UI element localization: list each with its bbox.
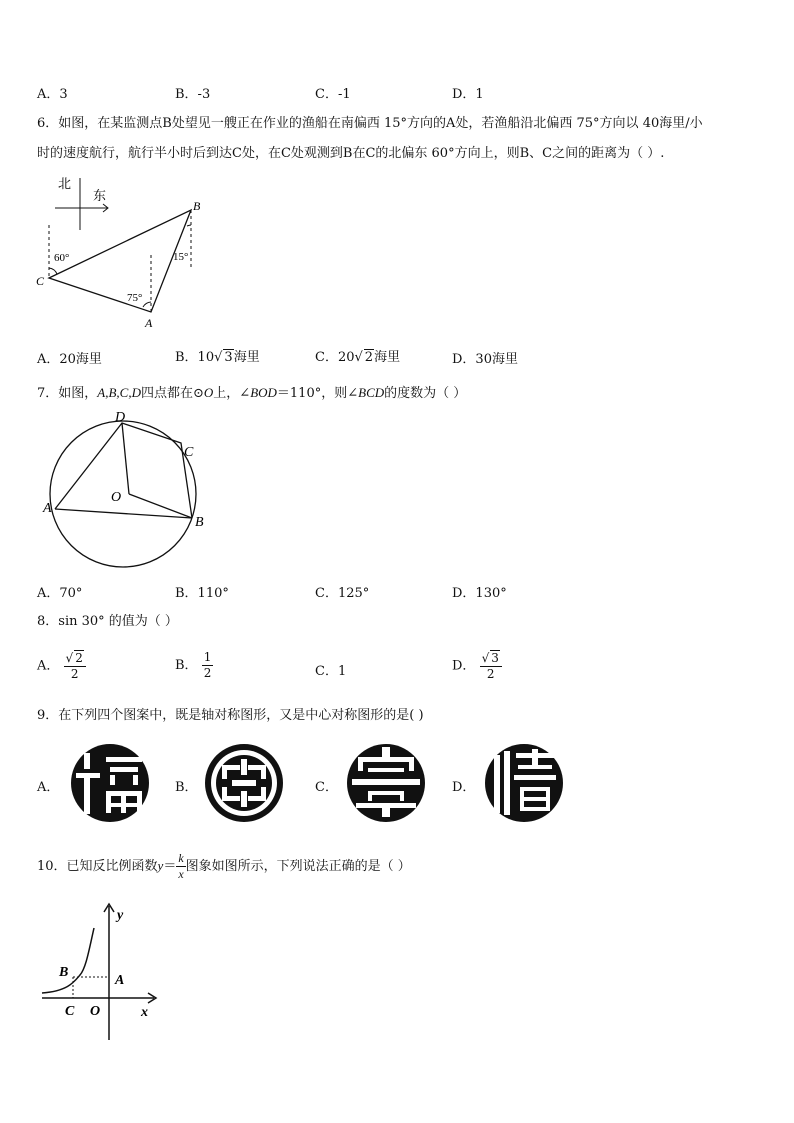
center-o-label: O — [111, 490, 122, 505]
q7-option-b: B．110° — [175, 586, 229, 601]
q9-option-b-label: B． — [175, 780, 198, 795]
q8-option-c: C．1 — [315, 664, 347, 679]
q6-option-d: D．30海里 — [452, 352, 518, 367]
q9-option-a-label: A． — [37, 780, 60, 795]
q10-text: 10．已知反比例函数y＝ $\frac{k}{x}$ 图象如图所示，下列说法正确的是（ ） — [37, 851, 411, 881]
q8-text: 8．sin 30° 的值为（ ） — [37, 614, 178, 629]
point-b-label: B — [195, 515, 204, 530]
point-a-label: A — [145, 316, 153, 330]
shou-round-pattern-icon — [346, 743, 426, 823]
q8-option-d: D． $\frac{√ 3}{2}$ — [452, 650, 502, 682]
q6-text-line1: 6．如图，在某监测点B处望见一艘正在作业的渔船在南偏西 15°方向的A处，若渔船沿北偏西 75°方向以 40海里/小 — [37, 116, 703, 131]
shou-pattern-icon — [204, 743, 284, 823]
q8-option-b: B． $\frac{1}{2}$ — [175, 650, 212, 680]
q7-option-c: C．125° — [315, 586, 370, 601]
point-b-label: B — [193, 199, 201, 213]
point-c-label: C — [65, 1004, 75, 1019]
q10-figure — [38, 898, 163, 1048]
q7-figure — [35, 408, 215, 573]
q6-text-line2: 时的速度航行，航行半小时后到达C处，在C处观测到B在C的北偏东 60°方向上，则B、C之间的距离为（ ）. — [37, 146, 665, 161]
q8-option-a: A． $\frac{√ 2}{2}$ — [37, 650, 86, 682]
q5-option-d: D．1 — [452, 87, 484, 102]
point-b-label: B — [59, 965, 69, 980]
q9-option-d-label: D． — [452, 780, 476, 795]
angle-60-label: 60° — [54, 252, 70, 264]
y-axis-label: y — [117, 908, 124, 923]
q6-option-b: B．10√ 3海里 — [175, 350, 260, 365]
q6-figure — [30, 170, 210, 335]
fu-pattern-icon — [70, 743, 150, 823]
xi-pattern-icon — [484, 743, 564, 823]
q6-option-a: A．20海里 — [37, 352, 102, 367]
point-c-label: C — [184, 445, 194, 460]
q7-option-a: A．70° — [37, 586, 83, 601]
point-c-label: C — [36, 274, 45, 288]
origin-o-label: O — [90, 1004, 101, 1019]
north-label: 北 — [58, 176, 72, 191]
q5-option-c: C．-1 — [315, 87, 351, 102]
point-a-label: A — [115, 973, 125, 988]
x-axis-label: x — [141, 1005, 148, 1020]
point-a-label: A — [43, 501, 52, 516]
angle-75-label: 75° — [127, 292, 143, 304]
east-label: 东 — [93, 188, 107, 203]
q5-option-a: A．3 — [37, 87, 68, 102]
q7-option-d: D．130° — [452, 586, 507, 601]
q6-option-c: C．20√ 2海里 — [315, 350, 401, 365]
q5-option-b: B．-3 — [175, 87, 211, 102]
q7-text: 7．如图，A,B,C,D四点都在⊙O上，∠BOD＝110°，则∠BCD的度数为（ ） — [37, 385, 467, 401]
point-d-label: D — [115, 410, 126, 425]
q9-text: 9．在下列四个图案中，既是轴对称图形，又是中心对称图形的是( ) — [37, 708, 424, 723]
q9-option-c-label: C． — [315, 780, 338, 795]
angle-15-label: 15° — [173, 251, 189, 263]
